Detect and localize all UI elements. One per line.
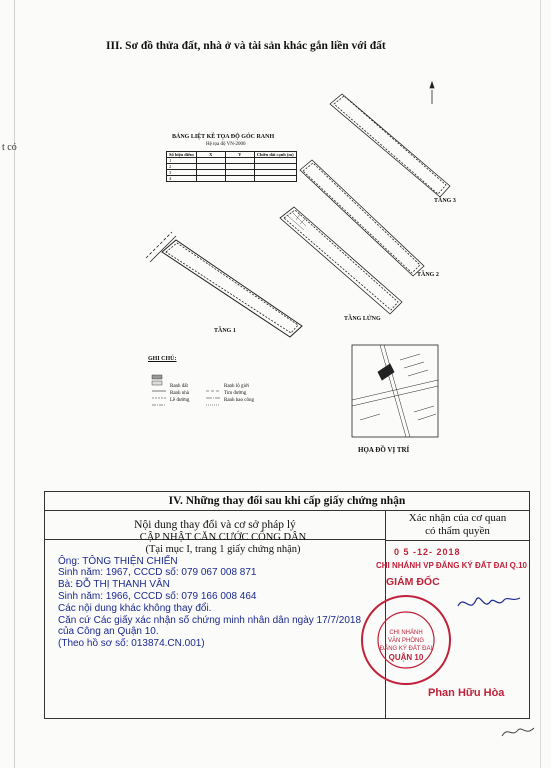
- content-line: Căn cứ Các giấy xác nhận số chứng minh nhân dân ngày 17/7/2018: [58, 614, 362, 626]
- content-line: Sinh năm: 1966, CCCD số: 079 166 008 464: [58, 590, 257, 602]
- location-map: [352, 345, 438, 437]
- svg-text:QUẬN 10: QUẬN 10: [388, 653, 424, 662]
- floor-3-plan: [330, 82, 450, 197]
- svg-text:VĂN PHÒNG: VĂN PHÒNG: [387, 638, 425, 644]
- land-plot-diagram: [0, 60, 551, 490]
- floor-1-label: TẦNG 1: [214, 328, 236, 334]
- svg-text:ĐĂNG KÝ ĐẤT ĐAI: ĐĂNG KÝ ĐẤT ĐAI: [379, 646, 433, 652]
- signature-icon: [454, 588, 524, 618]
- legend-item: Ranh bao công: [224, 398, 254, 404]
- content-line: (Theo hồ sơ số: 013874.CN.001): [58, 638, 205, 650]
- signer-name: Phan Hữu Hòa: [428, 687, 505, 699]
- floor-1-plan: [146, 232, 302, 337]
- legend-item: Tim đường: [224, 391, 247, 397]
- legend-title: GHI CHÚ:: [148, 356, 177, 362]
- coord-cell: 1: [167, 158, 197, 164]
- legend-item: Lề đường: [170, 398, 190, 404]
- coord-header: X: [196, 152, 225, 158]
- coord-cell: 3: [167, 170, 197, 176]
- official-seal-icon: [356, 590, 456, 690]
- change-content: [58, 532, 388, 650]
- content-line: của Công an Quận 10.: [58, 626, 159, 638]
- floor-3-label: TẦNG 3: [434, 198, 456, 204]
- floor-2-plan: [300, 160, 424, 276]
- confirmation-header-line1: Xác nhận của cơ quan: [408, 512, 507, 524]
- content-column-header: Nội dung thay đổi và cơ sở pháp lý: [45, 511, 386, 540]
- content-line: Bà: ĐỖ THỊ THANH VÂN: [58, 579, 170, 591]
- confirmation-column-header: [386, 511, 529, 541]
- mezzanine-label: TẦNG LỬNG: [344, 316, 381, 322]
- stamp-date: 0 5 -12- 2018: [394, 547, 461, 557]
- legend-item: Ranh lộ giới: [224, 384, 249, 390]
- confirmation-header-line2: có thẩm quyền: [425, 525, 490, 537]
- coord-table-title: BẢNG LIỆT KÊ TỌA ĐỘ GÓC RANH: [172, 134, 275, 140]
- edge-text: t có: [2, 142, 17, 153]
- legend-item: Ranh nhà: [170, 391, 190, 397]
- content-line: Sinh năm: 1967, CCCD số: 079 067 008 871: [58, 567, 257, 579]
- stamp-title: GIÁM ĐỐC: [386, 576, 440, 588]
- legend: [148, 356, 338, 405]
- content-title: CẬP NHẬT CĂN CƯỚC CÔNG DÂN: [139, 532, 307, 543]
- coord-cell: 2: [167, 164, 197, 170]
- content-subtitle: (Tại mục I, trang 1 giấy chứng nhận): [145, 543, 301, 555]
- coord-cell: 4: [167, 176, 197, 182]
- location-map-caption: HỌA ĐỒ VỊ TRÍ: [358, 446, 410, 454]
- coord-header: Số hiệu điểm: [167, 152, 197, 158]
- legend-item: Ranh đất: [170, 384, 188, 390]
- coord-table-subtitle: Hệ tọa độ VN-2000: [206, 142, 246, 147]
- corner-scribble-icon: [500, 722, 540, 742]
- coord-header: Chiều dài cạnh (m): [254, 152, 296, 158]
- content-line: Ông: TÔNG THIỆN CHIẾN: [58, 555, 178, 567]
- stamp-organization: CHI NHÁNH VP ĐĂNG KÝ ĐẤT ĐAI Q.10: [376, 561, 527, 570]
- coord-header: Y: [225, 152, 254, 158]
- content-line: Các nội dung khác không thay đổi.: [58, 602, 212, 614]
- section3-title: III. Sơ đồ thửa đất, nhà ở và tài sản khác gắn liền với đất: [106, 40, 386, 52]
- section4-title: IV. Những thay đổi sau khi cấp giấy chứng nhận: [45, 492, 529, 511]
- floor-2-label: TẦNG 2: [417, 272, 439, 278]
- svg-text:CHI NHÁNH: CHI NHÁNH: [389, 630, 423, 636]
- mezzanine-plan: [280, 207, 402, 314]
